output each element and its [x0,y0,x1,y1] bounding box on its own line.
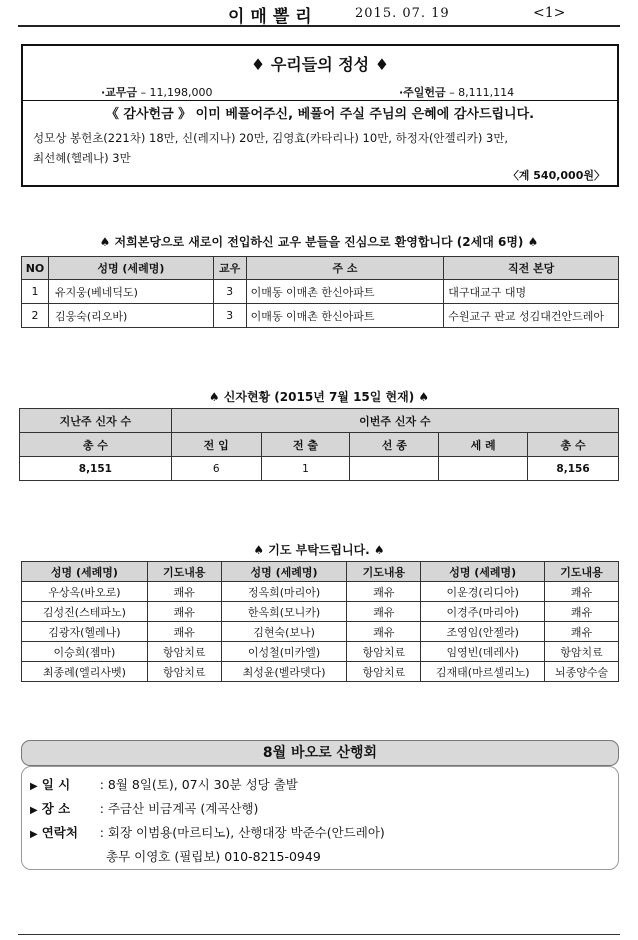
event-place-line [30,799,258,817]
prayer-heading: ♠ 기도 부탁드립니다. ♠ [253,543,385,557]
sunday-offering-amount: – 8,111,114 [449,86,515,99]
bullet-arrow-icon: ▶ [30,805,38,816]
cell-prayer: 쾌유 [147,622,221,642]
event-title: 8월 바오로 산행회 [21,740,619,766]
col-address: 주 소 [246,257,444,280]
col-name: 성명 (세례명) [221,562,347,582]
this-week-label: 이번주 신자 수 [171,409,618,433]
prayer-header-row [22,562,619,582]
col-prayer: 기도내용 [147,562,221,582]
cell-prayer: 쾌유 [545,582,619,602]
last-week-label: 지난주 신자 수 [20,409,172,433]
table-row [22,622,619,642]
newcomers-heading: ♠ 저희본당으로 새로이 전입하신 교우 분들을 진심으로 환영합니다 (2세대 6명) ♠ [99,235,539,249]
table-row [22,582,619,602]
offering-divider [23,100,617,101]
event-contact-label: 연락처 [41,825,78,840]
cell-members: 3 [213,280,246,304]
cell-prayer: 항암치료 [347,662,421,682]
header-divider [18,25,620,27]
prayer-table [21,561,619,682]
event-box [21,766,619,870]
table-row [22,662,619,682]
stats-header-row [20,433,619,457]
cell-name: 우상옥(바오로) [22,582,148,602]
table-row [22,280,619,304]
col-transfer-out: 전 출 [261,433,350,457]
offering-total: 〈계 540,000원〉 [507,169,605,182]
cell-name: 이성철(미카엘) [221,642,347,662]
cell-address: 이매동 이매촌 한신아파트 [246,304,444,328]
event-place-label: 장 소 [41,801,71,816]
cell-prayer: 쾌유 [347,582,421,602]
cell-name: 이승희(젬마) [22,642,148,662]
donor-list [33,128,608,168]
offering-title: ♦ 우리들의 정성 ♦ [250,55,390,74]
cell-address: 이매동 이매촌 한신아파트 [246,280,444,304]
cell-prayer: 쾌유 [147,602,221,622]
cell-name: 임영빈(데레사) [421,642,545,662]
footer-divider [18,934,620,935]
event-date-label: 일 시 [41,777,71,792]
col-members: 교우 [213,257,246,280]
table-row [22,304,619,328]
thanks-title: 《 감사헌금 》 이미 베풀어주신, 베풀어 주실 주님의 은혜에 감사드립니다. [105,107,535,122]
cell-transfer-out: 1 [261,457,350,481]
table-row [22,642,619,662]
cell-prayer: 항암치료 [545,642,619,662]
cell-no: 1 [22,280,49,304]
cell-name: 조영임(안젤라) [421,622,545,642]
col-prayer: 기도내용 [347,562,421,582]
cell-name: 한옥희(모니카) [221,602,347,622]
event-date-line [30,775,298,793]
cell-current-total: 8,156 [528,457,619,481]
newcomers-table [21,256,619,328]
general-offering-label: ·교무금 [101,86,138,99]
page-number: <1> [533,5,566,21]
cell-prayer: 쾌유 [147,582,221,602]
col-transfer-in: 전 입 [171,433,261,457]
cell-name: 김재태(마르셀리노) [421,662,545,682]
cell-prayer: 항암치료 [147,642,221,662]
general-offering-amount: – 11,198,000 [140,86,213,99]
cell-name: 정옥희(마리아) [221,582,347,602]
col-name: 성명 (세례명) [421,562,545,582]
stats-heading: ♠ 신자현황 (2015년 7월 15일 현재) ♠ [208,390,430,404]
col-no: NO [22,257,49,280]
cell-prayer: 쾌유 [545,622,619,642]
table-row [22,602,619,622]
cell-name: 최성윤(벨라뎃다) [221,662,347,682]
col-name: 성명 (세례명) [48,257,213,280]
cell-prayer: 쾌유 [347,622,421,642]
cell-name: 김웅숙(리오바) [48,304,213,328]
cell-prayer: 항암치료 [347,642,421,662]
event-place-value: : 주금산 비금계곡 (계곡산행) [99,801,259,816]
bullet-arrow-icon: ▶ [30,781,38,792]
cell-baptism [439,457,528,481]
event-contact-value: : 회장 이범용(마르티노), 산행대장 박준수(안드레아) [99,825,385,840]
col-baptism: 세 례 [439,433,528,457]
cell-name: 최종례(엘리사벳) [22,662,148,682]
cell-prayer: 쾌유 [347,602,421,622]
bulletin-title: 이매뽈리 [228,7,318,27]
cell-transfer-in: 6 [171,457,261,481]
bulletin-date: 2015. 07. 19 [355,6,450,21]
cell-deceased [350,457,439,481]
stats-table [19,408,619,481]
cell-prayer: 뇌종양수술 [545,662,619,682]
col-deceased: 선 종 [350,433,439,457]
general-offering [101,84,213,100]
cell-members: 3 [213,304,246,328]
table-row [20,457,619,481]
event-contact-line-2: 총무 이영호 (필립보) 010-8215-0949 [106,849,321,864]
cell-name: 김광자(헬레나) [22,622,148,642]
cell-name: 김성진(스테파노) [22,602,148,622]
cell-previous-parish: 수원교구 판교 성김대건안드레아 [444,304,619,328]
col-prayer: 기도내용 [545,562,619,582]
cell-last-total: 8,151 [20,457,172,481]
event-date-value: : 8월 8일(토), 07시 30분 성당 출발 [99,777,298,792]
offering-box [21,44,619,187]
event-contact-line [30,823,385,841]
cell-name: 이운경(리디아) [421,582,545,602]
cell-name: 김현숙(보나) [221,622,347,642]
cell-name: 유지웅(베네딕도) [48,280,213,304]
cell-previous-parish: 대구대교구 대명 [444,280,619,304]
col-name: 성명 (세례명) [22,562,148,582]
sunday-offering [399,84,514,100]
cell-no: 2 [22,304,49,328]
stats-group-row [20,409,619,433]
donor-line-1: 성모상 봉헌초(221차) 18만, 신(레지나) 20만, 김영효(카타리나) 10만, 하정자(안젤리카) 3만, [33,131,509,145]
cell-prayer: 쾌유 [545,602,619,622]
col-current-total: 총 수 [528,433,619,457]
cell-prayer: 항암치료 [147,662,221,682]
donor-line-2: 최선혜(헬레나) 3만 [33,151,131,165]
cell-name: 이경주(마리아) [421,602,545,622]
col-previous-parish: 직전 본당 [444,257,619,280]
newcomers-header-row [22,257,619,280]
col-last-total: 총 수 [20,433,172,457]
sunday-offering-label: ·주일헌금 [399,86,446,99]
bullet-arrow-icon: ▶ [30,829,38,840]
